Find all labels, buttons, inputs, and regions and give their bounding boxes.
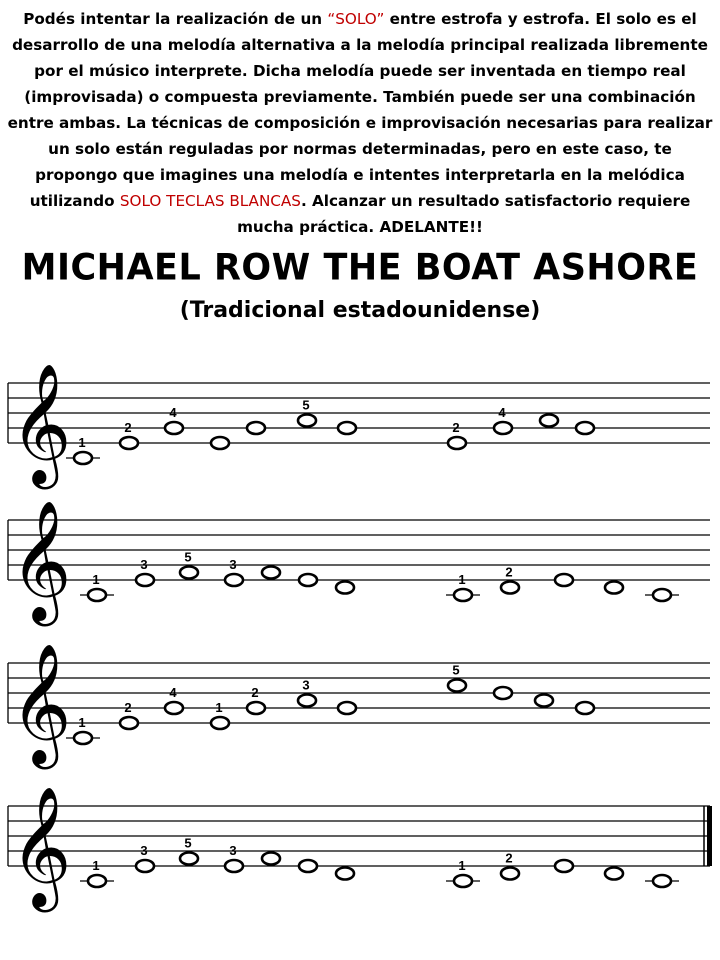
finger-number: 2: [124, 700, 132, 715]
note-head: [454, 589, 472, 601]
note-head: [88, 875, 106, 887]
finger-number: 5: [184, 835, 192, 851]
note-head: [247, 702, 265, 714]
finger-number: 3: [140, 557, 148, 572]
note-head: [299, 574, 317, 586]
note-head: [555, 860, 573, 872]
finger-number: 2: [505, 850, 513, 866]
note-head: [136, 574, 154, 586]
note-head: [653, 875, 671, 887]
note-head: [299, 860, 317, 872]
finger-number: 1: [78, 715, 86, 730]
treble-clef-icon: 𝄞: [10, 362, 72, 484]
note-head: [338, 422, 356, 434]
treble-clef-icon: 𝄞: [10, 642, 72, 764]
finger-number: 1: [92, 858, 100, 873]
song-title: MICHAEL ROW THE BOAT ASHORE: [21, 247, 699, 289]
note-head: [336, 868, 354, 880]
note-head: [653, 589, 671, 601]
finger-number: 2: [452, 420, 460, 435]
finger-number: 5: [184, 549, 192, 565]
note-head: [605, 868, 623, 880]
finger-number: 1: [215, 700, 223, 715]
white-keys-highlight: SOLO TECLAS BLANCAS: [119, 192, 301, 210]
note-head: [262, 567, 280, 579]
note-head: [88, 589, 106, 601]
note-head: [338, 702, 356, 714]
note-head: [501, 868, 519, 880]
final-barline-thick: [707, 806, 712, 866]
treble-clef-icon: 𝄞: [10, 499, 72, 621]
finger-number: 1: [78, 435, 86, 450]
note-head: [211, 437, 229, 449]
note-head: [262, 853, 280, 865]
note-head: [165, 422, 183, 434]
finger-number: 3: [302, 677, 310, 693]
finger-number: 3: [140, 843, 148, 858]
intro-text-1: Podés intentar la realización de un: [23, 10, 328, 28]
note-head: [120, 437, 138, 449]
note-head: [247, 422, 265, 434]
solo-highlight: “SOLO”: [327, 10, 385, 28]
note-head: [535, 695, 553, 707]
finger-number: 3: [229, 557, 237, 572]
finger-number: 5: [452, 662, 460, 678]
note-head: [298, 415, 316, 427]
note-head: [165, 702, 183, 714]
finger-number: 4: [498, 405, 506, 420]
song-subtitle: (Tradicional estadounidense): [179, 298, 541, 323]
treble-clef-icon: 𝄞: [10, 785, 72, 907]
note-head: [494, 687, 512, 699]
intro-text-3: . Alcanzar un resultado satisfactorio requiere mucha práctica. ADELANTE!!: [237, 192, 691, 236]
note-head: [298, 695, 316, 707]
note-head: [494, 422, 512, 434]
note-head: [120, 717, 138, 729]
finger-number: 5: [302, 397, 310, 413]
note-head: [211, 717, 229, 729]
note-head: [605, 582, 623, 594]
finger-number: 4: [169, 685, 177, 700]
note-head: [448, 680, 466, 692]
note-head: [225, 574, 243, 586]
note-head: [336, 582, 354, 594]
note-head: [555, 574, 573, 586]
note-head: [576, 702, 594, 714]
intro-text-2: entre estrofa y estrofa. El solo es el desarrollo de una melodía alternativa a la melodía principal realizada libremente por el músico interprete. Dicha melodía puede ser inventada en tiempo real (improvisada) o compuesta previamente. También puede ser una combinación entre ambas. La técnicas de composición e improvisación necesarias para realizar un solo están reguladas por normas determinadas, pero en este caso, te propongo que imagines una melodía e intentes interpretarla en la melódica utilizando: [7, 10, 713, 210]
note-head: [540, 415, 558, 427]
finger-number: 3: [229, 843, 237, 858]
note-head: [74, 452, 92, 464]
finger-number: 1: [458, 858, 466, 873]
note-head: [576, 422, 594, 434]
note-head: [180, 853, 198, 865]
finger-number: 2: [124, 420, 132, 435]
note-head: [448, 437, 466, 449]
note-head: [225, 860, 243, 872]
finger-number: 2: [251, 685, 259, 700]
finger-number: 1: [92, 572, 100, 587]
note-head: [74, 732, 92, 744]
note-head: [454, 875, 472, 887]
finger-number: 4: [169, 405, 177, 420]
finger-number: 1: [458, 572, 466, 587]
note-head: [501, 582, 519, 594]
note-head: [136, 860, 154, 872]
note-head: [180, 567, 198, 579]
finger-number: 2: [505, 564, 513, 580]
